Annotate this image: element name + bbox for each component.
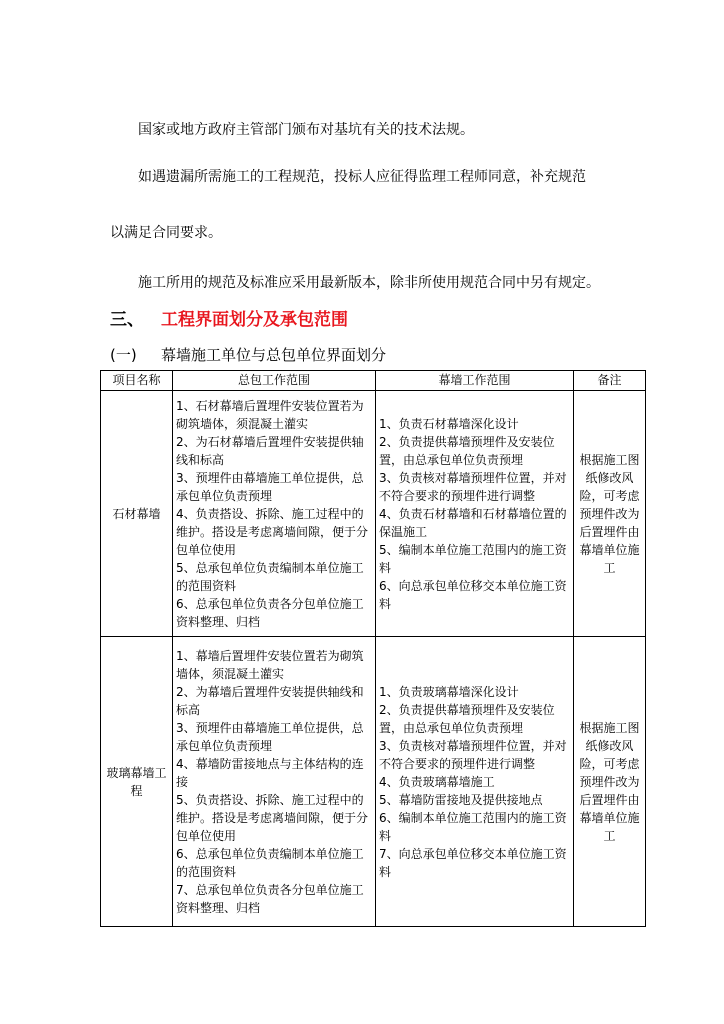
list-item: 2、为幕墙后置埋件安装提供轴线和标高: [176, 684, 364, 717]
list-item: 3、预埋件由幕墙施工单位提供，总承包单位负责预埋: [176, 720, 364, 753]
curtain-scope-cell: [376, 391, 574, 637]
list-item: 2、为石材幕墙后置埋件安装提供轴线和标高: [176, 434, 364, 467]
list-item: 7、向总承包单位移交本单位施工资料: [379, 846, 567, 879]
list-item: 1、幕墙后置埋件安装位置若为砌筑墙体，须混凝土灌实: [176, 648, 364, 681]
header-note: 备注: [574, 371, 646, 391]
header-project-name: 项目名称: [101, 371, 173, 391]
note-cell: 根据施工图纸修改风险，可考虑预埋件改为后置埋件由幕墙单位施工: [574, 391, 646, 637]
paragraph-supplement-cont: 以满足合同要求。: [110, 225, 222, 241]
section-title: 工程界面划分及承包范围: [161, 310, 348, 330]
list-item: 1、负责石材幕墙深化设计: [379, 416, 519, 431]
scope-table: [100, 370, 646, 927]
list-item: 1、石材幕墙后置埋件安装位置若为砌筑墙体，须混凝土灌实: [176, 398, 364, 431]
general-scope-cell: [173, 391, 376, 637]
list-item: 3、预埋件由幕墙施工单位提供，总承包单位负责预埋: [176, 470, 364, 503]
list-item: 4、负责搭设、拆除、施工过程中的维护。搭设是考虑离墙间隙，便于分包单位使用: [176, 506, 369, 557]
list-item: 4、幕墙防雷接地点与主体结构的连接: [176, 756, 364, 789]
section-number: 三、: [110, 310, 144, 330]
list-item: 5、总承包单位负责编制本单位施工的范围资料: [176, 560, 364, 593]
subsection-number: (一): [110, 346, 137, 364]
list-item: 3、负责核对幕墙预埋件位置，并对不符合要求的预埋件进行调整: [379, 470, 567, 503]
general-scope-cell: [173, 637, 376, 927]
paragraph-latest-version: 施工所用的规范及标准应采用最新版本，除非所使用规范合同中另有规定。: [138, 275, 600, 291]
subsection-title: 幕墙施工单位与总包单位界面划分: [161, 346, 387, 364]
list-item: 4、负责玻璃幕墙施工: [379, 774, 495, 789]
paragraph-regulations: 国家或地方政府主管部门颁布对基坑有关的技术法规。: [138, 122, 474, 138]
list-item: 5、幕墙防雷接地及提供接地点: [379, 792, 543, 807]
row-name: 石材幕墙: [101, 391, 173, 637]
subsection-heading: [110, 344, 386, 365]
list-item: 5、负责搭设、拆除、施工过程中的维护。搭设是考虑离墙间隙，便于分包单位使用: [176, 792, 369, 843]
header-curtain-scope: 幕墙工作范围: [376, 371, 574, 391]
list-item: 6、编制本单位施工范围内的施工资料: [379, 810, 567, 843]
list-item: 6、总承包单位负责编制本单位施工的范围资料: [176, 846, 364, 879]
list-item: 1、负责玻璃幕墙深化设计: [379, 684, 519, 699]
table-row: [101, 391, 646, 637]
list-item: 7、总承包单位负责各分包单位施工资料整理、归档: [176, 882, 364, 915]
row-name: 玻璃幕墙工程: [101, 637, 173, 927]
paragraph-supplement: 如遇遗漏所需施工的工程规范，投标人应征得监理工程师同意，补充规范: [138, 169, 586, 185]
note-cell: 根据施工图纸修改风险，可考虑预埋件改为后置埋件由幕墙单位施工: [574, 637, 646, 927]
list-item: 2、负责提供幕墙预埋件及安装位置，由总承包单位负责预埋: [379, 702, 555, 735]
list-item: 4、负责石材幕墙和石材幕墙位置的保温施工: [379, 506, 567, 539]
table-row: [101, 637, 646, 927]
curtain-scope-cell: [376, 637, 574, 927]
list-item: 2、负责提供幕墙预埋件及安装位置，由总承包单位负责预埋: [379, 434, 555, 467]
header-general-scope: 总包工作范围: [173, 371, 376, 391]
list-item: 6、总承包单位负责各分包单位施工资料整理、归档: [176, 596, 364, 629]
list-item: 5、编制本单位施工范围内的施工资料: [379, 542, 567, 575]
section-heading: [110, 305, 348, 330]
list-item: 6、向总承包单位移交本单位施工资料: [379, 578, 567, 611]
table-header-row: [101, 371, 646, 391]
list-item: 3、负责核对幕墙预埋件位置，并对不符合要求的预埋件进行调整: [379, 738, 567, 771]
